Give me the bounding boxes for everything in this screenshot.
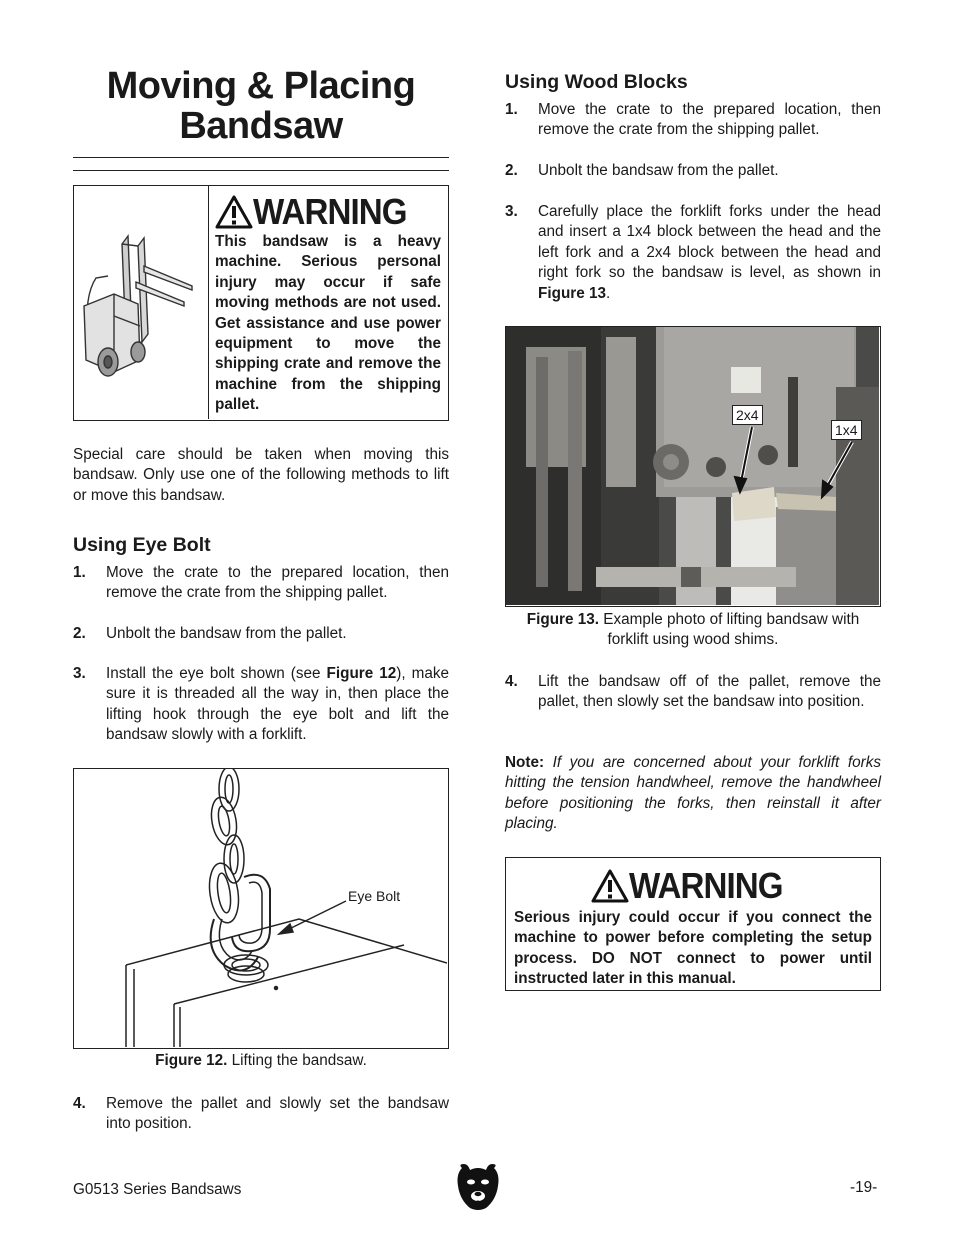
caption-text: Lifting the bandsaw.: [227, 1052, 367, 1069]
step-text-post: .: [606, 284, 611, 302]
warning-triangle-icon: [215, 195, 253, 229]
warning-word: WARNING: [628, 865, 783, 906]
warning-header: [514, 865, 872, 906]
eye-bolt-chain-illustration: [74, 769, 447, 1047]
figure-12-eye-bolt: [73, 768, 449, 1049]
bear-head-icon: [456, 1162, 500, 1212]
warning-text: Serious injury could occur if you connect the machine to power before completing the setup process. DO NOT connect to power until instructed later in this manual.: [514, 909, 872, 988]
step-text: Unbolt the bandsaw from the pallet.: [106, 625, 347, 642]
step-number: 2.: [505, 162, 518, 179]
step-text-post: ), make sure it is threaded all the way in, then place the lifting hook through the eye bolt and lift the bandsaw slowly with a forklift.: [106, 665, 450, 744]
step-number: 1.: [73, 564, 86, 581]
figure-13-photo: [505, 326, 881, 607]
warning-word: WARNING: [253, 191, 407, 232]
step-text: Move the crate to the prepared location, then remove the crate from the shipping pallet.: [106, 564, 449, 602]
caption-text-line2: forklift using wood shims.: [607, 631, 779, 649]
step-text: [538, 202, 881, 304]
title-rule-top: [73, 157, 449, 158]
hand-truck-icon: [74, 186, 208, 419]
figure-label-eye-bolt: Eye Bolt: [348, 888, 401, 904]
page-title: [73, 66, 449, 146]
step-number: 3.: [505, 203, 518, 220]
caption-text-line1: Example photo of lifting bandsaw with: [599, 611, 860, 628]
page-title-line2: Bandsaw: [179, 105, 343, 147]
note-text: If you are concerned about your forklift forks hitting the tension handwheel, remove the handwheel before positioning the forks, then reinstall it after placing.: [505, 754, 881, 833]
step-number: 4.: [73, 1095, 86, 1112]
figure-13-caption: [505, 610, 881, 651]
hand-truck-illustration: [74, 186, 209, 419]
step-text-pre: Install the eye bolt shown (see: [106, 665, 327, 682]
note-paragraph: [505, 753, 881, 835]
step-text-pre: Carefully place the forklift forks under the head and insert a 1x4 block between the head and the left fork and a 2x4 block between the head and right fork so the bandsaw is level, as shown in: [538, 203, 881, 282]
tag-1x4-label: 1x4: [831, 420, 862, 440]
intro-paragraph: Special care should be taken when moving this bandsaw. Only use one of the following methods to lift or move this bandsaw.: [73, 446, 449, 504]
photo-arrows: [506, 327, 879, 605]
warning-box-power: [505, 857, 881, 991]
note-label: Note:: [505, 754, 545, 771]
footer-page-number: -19-: [850, 1179, 878, 1196]
figure-reference: Figure 13: [538, 284, 607, 302]
step-number: 4.: [505, 673, 518, 690]
grizzly-bear-logo: [456, 1162, 500, 1212]
warning-box-heavy-machine: [73, 185, 449, 421]
warning-header: [215, 191, 441, 232]
section-heading-wood-blocks: Using Wood Blocks: [505, 71, 688, 93]
figure-12-caption: [73, 1051, 449, 1071]
tag-2x4-label: 2x4: [732, 405, 763, 425]
step-number: 1.: [505, 101, 518, 118]
step-number: 3.: [73, 665, 86, 682]
step-text: Remove the pallet and slowly set the bandsaw into position.: [106, 1095, 449, 1133]
figure-reference: Figure 12: [326, 665, 397, 682]
step-text: Move the crate to the prepared location, then remove the crate from the shipping pallet.: [538, 101, 881, 139]
footer-left: G0513 Series Bandsaws: [73, 1181, 242, 1198]
step-number: 2.: [73, 625, 86, 642]
caption-label: Figure 12.: [155, 1052, 228, 1069]
warning-text: This bandsaw is a heavy machine. Serious personal injury may occur if safe moving methods are not used. Get assistance and use power equipment to move the shipping crate and remove the machine from the shipping pallet.: [215, 233, 441, 414]
caption-label: Figure 13.: [526, 611, 600, 628]
step-text: Unbolt the bandsaw from the pallet.: [538, 162, 779, 179]
step-text: [106, 664, 449, 746]
title-rule-bottom: [73, 170, 449, 171]
warning-triangle-icon: [591, 869, 629, 903]
page-title-line1: Moving & Placing: [106, 65, 416, 107]
section-heading-eye-bolt: Using Eye Bolt: [73, 534, 211, 556]
step-text: Lift the bandsaw off of the pallet, remove the pallet, then slowly set the bandsaw into position.: [538, 673, 881, 711]
